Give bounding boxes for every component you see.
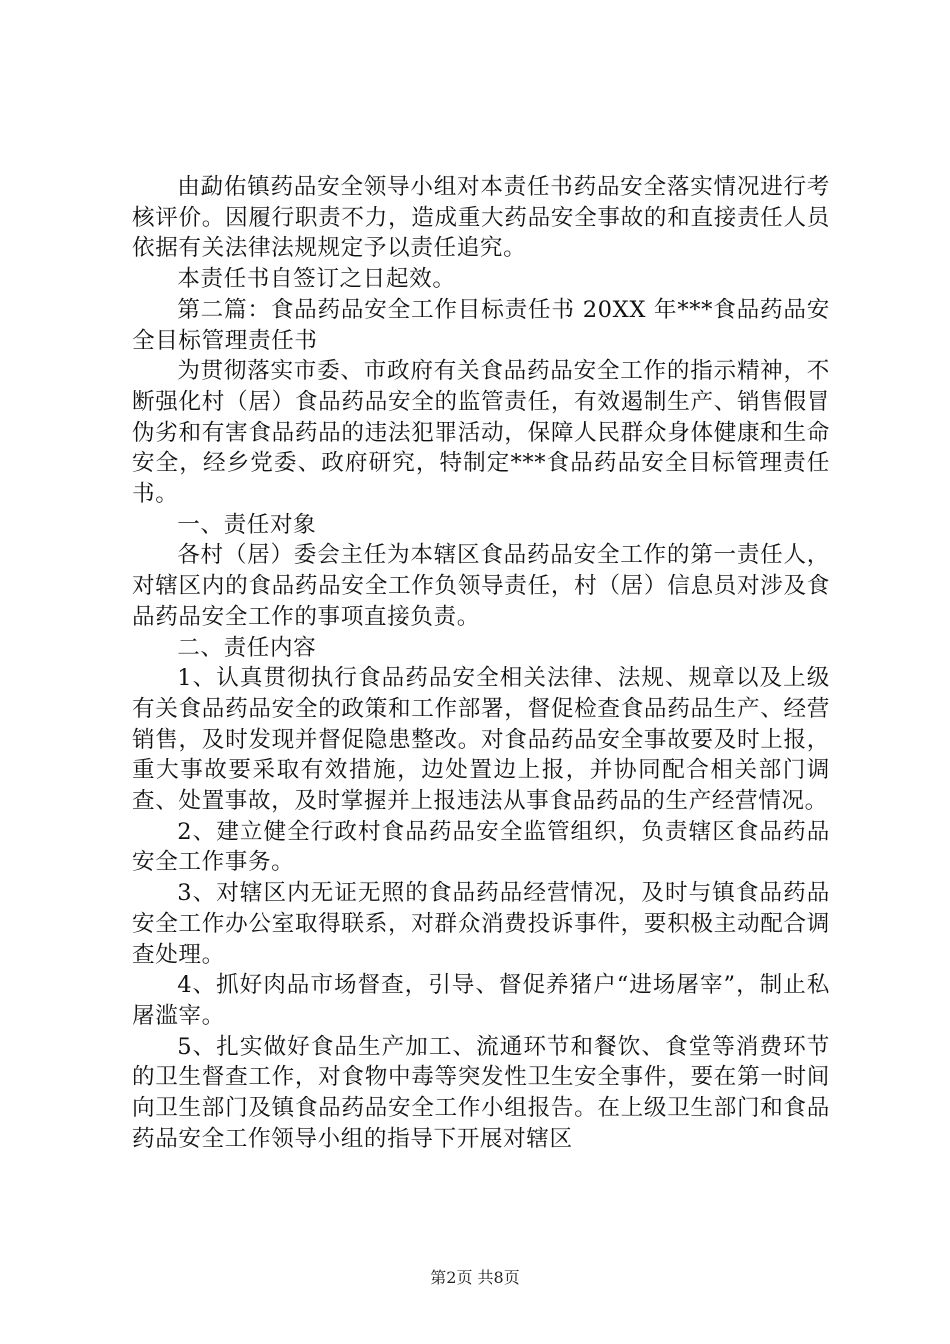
list-item-2: 2、建立健全行政村食品药品安全监管组织，负责辖区食品药品安全工作事务。	[132, 818, 830, 876]
page-number-footer: 第2页 共8页	[430, 1268, 520, 1287]
list-item-1: 1、认真贯彻执行食品药品安全相关法律、法规、规章以及上级有关食品药品安全的政策和工作部署，督促检查食品药品生产、经营销售，及时发现并督促隐患整改。对食品药品安全事故要及时上报，重大事故要采取有效措施，边处置边上报，并协同配合相关部门调查、处置事故，及时掌握并上报违法从事食品药品的生产经营情况。	[132, 665, 830, 815]
paragraph-assessment: 由勐佑镇药品安全领导小组对本责任书药品安全落实情况进行考核评价。因履行职责不力，造成重大药品安全事故的和直接责任人员依据有关法律法规规定予以责任追究。	[132, 174, 830, 262]
list-item-3: 3、对辖区内无证无照的食品药品经营情况，及时与镇食品药品安全工作办公室取得联系，对群众消费投诉事件，要积极主动配合调查处理。	[132, 880, 830, 968]
list-item-5: 5、扎实做好食品生产加工、流通环节和餐饮、食堂等消费环节的卫生督查工作，对食物中毒等突发性卫生安全事件，要在第一时间向卫生部门及镇食品药品安全工作小组报告。在上级卫生部门和食品药品安全工作领导小组的指导下开展对辖区	[132, 1033, 830, 1152]
paragraph-responsible-party: 各村（居）委会主任为本辖区食品药品安全工作的第一责任人，对辖区内的食品药品安全工作负领导责任，村（居）信息员对涉及食品药品安全工作的事项直接负责。	[132, 542, 830, 630]
list-item-4: 4、抓好肉品市场督查，引导、督促养猪户“进场屠宰”，制止私屠滥宰。	[132, 972, 830, 1029]
paragraph-purpose: 为贯彻落实市委、市政府有关食品药品安全工作的指示精神，不断强化村（居）食品药品安全的监管责任，有效遏制生产、销售假冒伪劣和有害食品药品的违法犯罪活动，保障人民群众身体健康和生命安全，经乡党委、政府研究，特制定***食品药品安全目标管理责任书。	[132, 358, 830, 508]
paragraph-effective-date: 本责任书自签订之日起效。	[177, 266, 456, 293]
section-heading-part-two: 第二篇：食品药品安全工作目标责任书 20XX 年***食品药品安全目标管理责任书	[132, 296, 830, 354]
document-body	[132, 172, 830, 1155]
heading-responsibilities: 二、责任内容	[177, 634, 317, 661]
heading-responsible-party: 一、责任对象	[177, 511, 317, 538]
